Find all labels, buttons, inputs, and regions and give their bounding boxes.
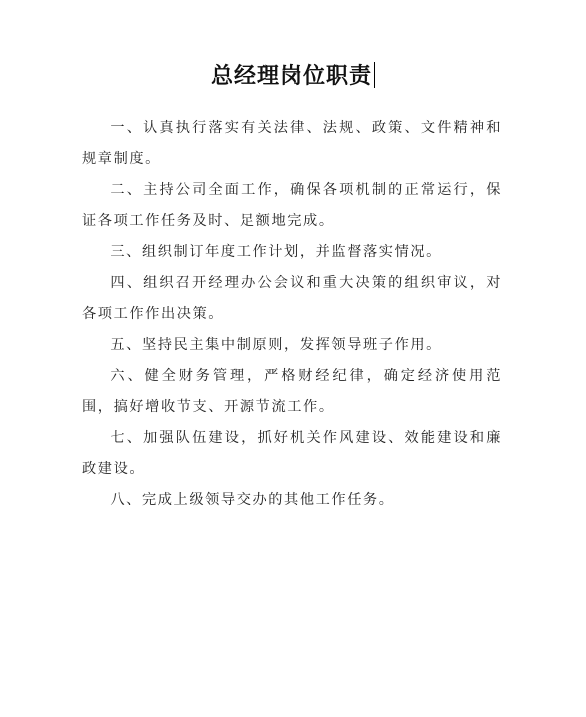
document-body: [82, 113, 502, 516]
paragraph-5: 五、坚持民主集中制原则，发挥领导班子作用。: [110, 337, 442, 353]
paragraph-7: 七、加强队伍建设，抓好机关作风建设、效能建设和廉政建设。: [82, 430, 502, 477]
document-title: 总经理岗位职责: [210, 64, 372, 89]
paragraph-1: 一、认真执行落实有关法律、法规、政策、文件精神和规章制度。: [82, 120, 502, 167]
paragraph-6: 六、健全财务管理，严格财经纪律，确定经济使用范围，搞好增收节支、开源节流工作。: [82, 368, 502, 415]
paragraph-8: 八、完成上级领导交办的其他工作任务。: [110, 492, 395, 508]
paragraph-4: 四、组织召开经理办公会议和重大决策的组织审议，对各项工作作出决策。: [82, 275, 502, 322]
document-title-line: [0, 62, 586, 92]
paragraph-3: 三、组织制订年度工作计划，并监督落实情况。: [110, 244, 442, 260]
text-cursor: [374, 62, 375, 88]
paragraph-2: 二、主持公司全面工作，确保各项机制的正常运行，保证各项工作任务及时、足额地完成。: [82, 182, 502, 229]
